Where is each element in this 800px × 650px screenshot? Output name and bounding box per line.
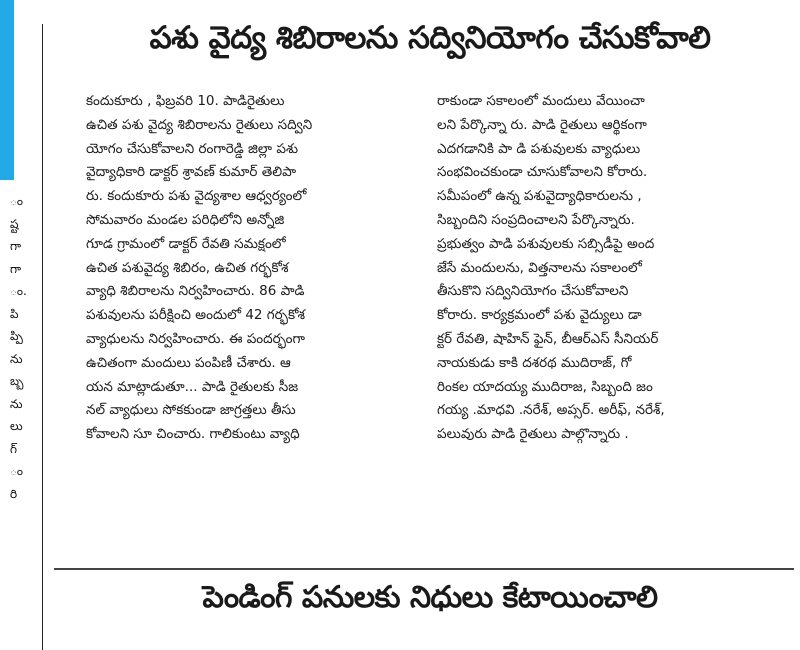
article-line: లని పేర్కొన్నా రు. పాడి రైతులు ఆర్థికంగా (437, 116, 647, 133)
margin-fragment: ం. (10, 284, 27, 298)
article-line: కోవాలని సూ చించారు. గాలికుంటు వ్యాధి (86, 426, 300, 443)
article-line: నల్ వ్యాధులు సోకకుండా జాగ్రత్తలు తీసు (86, 402, 296, 419)
margin-fragment: ం (10, 194, 24, 208)
margin-fragment: ను (10, 396, 23, 411)
article-line: గయ్య .మాధవి .నరేశ్, అప్సర్. అరీఫ్, నరేశ్, (437, 402, 665, 419)
article-headline: పశు వైద్య శిబిరాలను సద్వినియోగం చేసుకోవాలి (149, 20, 711, 56)
article-separator (54, 568, 794, 570)
article-line: ప్రభుత్వం పాడి పశువులకు సబ్సిడీపై అంద (437, 235, 655, 252)
margin-fragment: బ్బ (10, 374, 24, 388)
article-line: వైద్యాధికారి డాక్టర్ శ్రావణ్ కుమార్ తెలిపా (86, 164, 297, 181)
article-line: వ్యాధులను నిర్వహించారు. ఈ పందర్భంగా (86, 330, 305, 347)
article-line: పశువులను పరీక్షించి అందులో 42 గర్భకోశ (86, 307, 306, 324)
article-line: కందుకూరు , ఫిబ్రవరి 10. పాడిరైతులు (86, 93, 285, 109)
margin-fragment: గా (10, 239, 22, 253)
article-line: జేసే మందులను, విత్తనాలను సకాలంలో (437, 259, 642, 276)
margin-fragment: పి (10, 306, 19, 321)
article-line: సమీపంలో ఉన్న పశువైద్యాధికారులను , (437, 188, 642, 205)
article-line: రింకల యాదయ్య ముదిరాజ, సిబ్బంది జం (437, 378, 653, 395)
margin-fragment: ష్ట (10, 216, 19, 231)
margin-fragment: గా (10, 261, 22, 276)
article-line: ఉచితంగా మందులు పంపిణీ చేశారు. ఆ (86, 354, 291, 371)
margin-fragment: గ్ (10, 441, 17, 456)
margin-fragment: లు (10, 419, 23, 433)
article-line: ఎదగడానికి పా డి పశువులకు వ్యాధులు (437, 140, 641, 157)
article-line: కోరారు. కార్యక్రమంలో పశు వైద్యులు డా (437, 307, 642, 324)
margin-fragment: ప్పి (10, 329, 23, 343)
article-line: యోగం చేసుకోవాలని రంగారెడ్డి జిల్లా పశు (86, 140, 299, 157)
article-line: తీసుకొని సద్వినియోగం చేసుకోవాలని (437, 283, 629, 300)
margin-fragment: ం (10, 464, 24, 478)
article-line: సోమవారం మండల పరిధిలోని అన్నోజి (86, 211, 285, 228)
second-article-headline: పెండింగ్ పనులకు నిధులు కేటాయించాలి (202, 580, 658, 615)
article-line: ఉచిత పశు వైద్య శిబిరాలను రైతులు సద్విని (86, 116, 313, 133)
article-line: క్టర్ రేవతి, షాహిన్ ఫైన్, బీఆర్ఎస్ సీనియర్ (437, 330, 659, 347)
column-divider (42, 24, 43, 650)
article-line: వ్యాధి శిబిరాలను నిర్వహించారు. 86 పాడి (86, 283, 305, 300)
article-line: సిబ్బందిని సంప్రదించాలని పేర్కొన్నారు. (437, 211, 635, 228)
article-line: యన మాట్లాడుతూ... పాడి రైతులకు సీజ (86, 378, 299, 395)
margin-fragment: రి (10, 486, 18, 501)
margin-fragment: ను (10, 351, 23, 366)
article-line: ఉచిత పశువైద్య శిబిరం, ఉచిత గర్భకోశ (86, 259, 289, 276)
article-column-2 (437, 90, 777, 447)
article-line: రాకుండా సకాలంలో మందులు వేయించా (437, 93, 645, 109)
article-line: పలువురు పాడి రైతులు పాల్గొన్నారు . (437, 426, 629, 443)
article-column-1 (86, 90, 412, 447)
article-line: సంభవించకుండా చూసుకోవాలని కోరారు. (437, 164, 648, 181)
adjacent-column-fragments (0, 190, 30, 505)
article-line: నాయకుడు కాకి దశరథ ముదిరాజ్, గో (437, 354, 632, 371)
accent-strip (0, 0, 14, 180)
article-line: రు. కందుకూరు పశు వైద్యశాల ఆధ్వర్యంలో (86, 188, 307, 205)
article-line: గూడ గ్రామంలో డాక్టర్ రేవతి సమక్షంలో (86, 235, 286, 252)
